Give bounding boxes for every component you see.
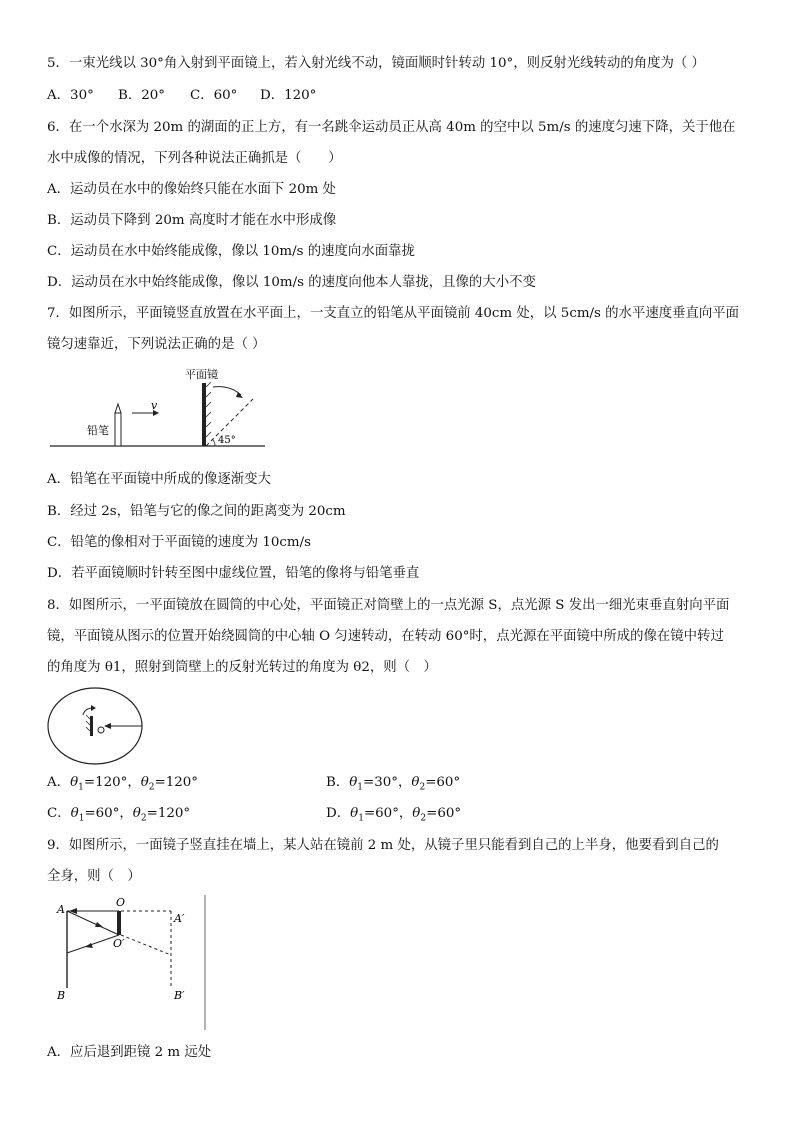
q6-option-d: D．运动员在水中始终能成像，像以 10m/s 的速度向他本人靠拢，且像的大小不变 <box>47 275 536 290</box>
label-a-prime: A′ <box>174 912 185 925</box>
mirror-hatch <box>206 392 211 397</box>
q9-option-a: A．应后退到距镜 2 m 远处 <box>47 1045 212 1060</box>
q8-stem-line1: 8．如图所示，一平面镜放在圆筒的中心处，平面镜正对筒壁上的一点光源 S，点光源 S 发出一细光束垂直射向平面 <box>47 598 730 613</box>
dashed-o2-to-b2 <box>121 935 171 955</box>
pencil-label: 铅笔 <box>87 424 109 437</box>
ray-a-to-o2 <box>67 911 119 935</box>
q6-option-c: C．运动员在水中始终能成像，像以 10m/s 的速度向水面靠拢 <box>47 244 415 259</box>
rotation-arrow <box>213 387 241 395</box>
ray-arrowhead-3 <box>85 943 93 948</box>
q7-option-c: C．铅笔的像相对于平面镜的速度为 10cm/s <box>47 535 311 550</box>
mirror-label: 平面镜 <box>185 368 218 381</box>
mirror-hatch <box>86 715 90 719</box>
q9-figure-mirror-wall <box>55 893 215 1033</box>
q7-option-a: A．铅笔在平面镜中所成的像逐渐变大 <box>47 472 271 487</box>
q7-option-b: B．经过 2s，铅笔与它的像之间的距离变为 20cm <box>47 504 346 519</box>
q6-option-a: A．运动员在水中的像始终只能在水面下 20m 处 <box>47 182 336 197</box>
q9-stem-line1: 9．如图所示，一面镜子竖直挂在墙上，某人站在镜前 2 m 处，从镜子里只能看到自己的上半身，他要看到自己的 <box>47 838 719 853</box>
mirror-hatch <box>206 412 211 417</box>
q5-option-a: A．30° <box>47 88 94 103</box>
q8-option-a: A．$\theta_1=120^\circ$，$\theta_2=120^\circ$ <box>47 775 199 793</box>
q7-stem-line1: 7．如图所示，平面镜竖直放置在水平面上，一支直立的铅笔从平面镜前 40cm 处，以 5cm/s 的水平速度垂直向平面 <box>47 306 740 321</box>
mirror-hatch <box>86 721 90 725</box>
velocity-label: v <box>151 399 158 412</box>
label-a: A <box>57 903 65 916</box>
q5-option-b: B．20° <box>118 88 165 103</box>
rotation-arrowhead <box>236 392 243 398</box>
center-axis-o <box>98 727 104 733</box>
label-b: B <box>57 989 66 1002</box>
mirror-hatch <box>206 422 211 427</box>
q5-option-d: D．120° <box>260 88 317 103</box>
plane-mirror <box>90 716 93 736</box>
label-o: O <box>116 896 126 909</box>
light-beam-arrowhead <box>104 723 111 729</box>
pencil-tip <box>115 404 121 413</box>
rotation-arrowhead <box>91 705 96 711</box>
label-b-prime: B′ <box>174 989 185 1002</box>
q7-stem-line2: 镜匀速靠近，下列说法正确的是（ ） <box>47 337 266 352</box>
mirror-hatch <box>206 382 211 387</box>
q5-stem: 5．一束光线以 30°角入射到平面镜上，若入射光线不动，镜面顺时针转动 10°，则反射光线转动的角度为（ ） <box>47 56 705 71</box>
mirror-hatch <box>206 432 211 437</box>
q8-option-d: D．$\theta_1=60^\circ$，$\theta_2=60^\circ$ <box>326 806 462 824</box>
q6-option-b: B．运动员下降到 20m 高度时才能在水中形成像 <box>47 213 337 228</box>
q9-stem-line2: 全身，则（ ） <box>47 869 141 884</box>
ray-o2-to-b <box>67 935 119 953</box>
q8-option-b: B．$\theta_1=30^\circ$，$\theta_2=60^\circ$ <box>326 775 461 793</box>
label-o-prime: O′ <box>113 937 125 950</box>
q8-option-c: C．$\theta_1=60^\circ$，$\theta_2=120^\circ$ <box>47 806 191 824</box>
mirror-hatch <box>86 727 90 731</box>
pencil-body <box>115 413 121 446</box>
q6-stem-line2: 水中成像的情况，下列各种说法正确抓是（ ） <box>47 151 342 166</box>
mirror-hatch <box>206 402 211 407</box>
q5-option-c: C．60° <box>190 88 238 103</box>
q8-stem-line2: 镜，平面镜从图示的位置开始绕圆筒的中心轴 O 匀速转动，在转动 60°时，点光源在平面镜中所成的像在镜中转过 <box>47 629 724 644</box>
ray-arrowhead-1 <box>69 908 77 914</box>
mirror <box>202 383 206 446</box>
q8-figure-cylinder <box>45 686 155 768</box>
q6-stem-line1: 6．在一个水深为 20m 的湖面的正上方，有一名跳伞运动员正从高 40m 的空中以 5m/s 的速度匀速下降，关于他在 <box>47 120 736 135</box>
angle-label: 45° <box>218 435 236 446</box>
q8-stem-line3: 的角度为 θ1，照射到筒壁上的反射光转过的角度为 θ2，则（ ） <box>47 660 437 675</box>
q7-option-d: D．若平面镜顺时针转至图中虚线位置，铅笔的像将与铅笔垂直 <box>47 566 420 581</box>
ray-arrowhead-2 <box>95 922 103 927</box>
mirror-oo2 <box>117 911 121 935</box>
q7-figure-mirror-pencil <box>45 365 275 455</box>
